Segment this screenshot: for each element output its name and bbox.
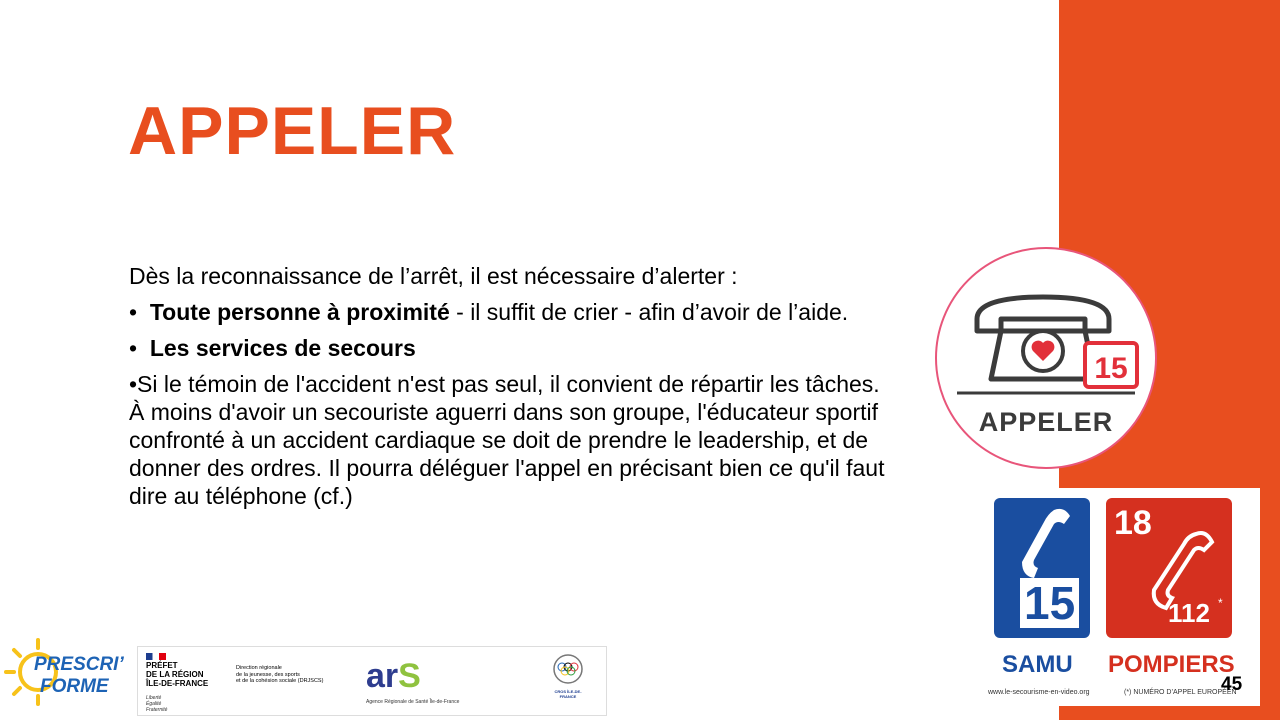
pompiers-number-112: 112 <box>1168 598 1210 628</box>
samu-number: 15 <box>1020 578 1079 628</box>
prescri-text: PRESCRI’ <box>34 654 124 675</box>
ars-s-text: S <box>398 657 421 695</box>
bullet-rest-text: - il suffit de crier - afin d’avoir de l’aide. <box>449 299 849 325</box>
drjscs-text: Direction régionale de la jeunesse, des sports et de la cohésion sociale (DRJSCS) <box>236 665 324 684</box>
instruction-paragraph: •Si le témoin de l'accident n'est pas seul, il convient de répartir les tâches. À moins d'avoir un secouriste aguerri dans son groupe, l'éducateur sportif confronté à un accident cardiaque se doit de prendre le leadership, et de donner des ordres. Il pourra déléguer l'appel en précisant bien ce qu'il faut dire au téléphone (cf.) <box>129 371 885 509</box>
pompiers-star: * <box>1218 596 1223 610</box>
cros-text: CROS ÎLE-DE-FRANCE <box>554 689 582 699</box>
bullet-marker: • <box>129 335 138 361</box>
ars-main-text: ar <box>366 657 399 695</box>
samu-source-url: www.le-secourisme-en-video.org <box>988 689 1090 696</box>
pompiers-note: (*) NUMÉRO D’APPEL EUROPÉEN <box>1124 689 1237 696</box>
badge-label: APPELER <box>978 407 1114 437</box>
emergency-numbers-card <box>978 488 1260 706</box>
phone-handset-icon <box>994 498 1090 588</box>
cros-logo <box>548 651 588 711</box>
samu-box <box>994 498 1090 638</box>
prefet-motto: Liberté Égalité Fraternité <box>146 695 168 713</box>
bullet-emergency-services <box>129 334 889 362</box>
badge-number: 15 <box>1094 352 1128 385</box>
prescri-forme-logo <box>4 636 124 714</box>
pompiers-box <box>1106 498 1232 638</box>
bullet-bold-text: Toute personne à proximité <box>149 299 450 325</box>
partner-logos-strip <box>137 646 607 716</box>
pompiers-label: POMPIERS <box>1108 651 1235 678</box>
bullet-marker: • <box>129 299 138 325</box>
intro-text: Dès la reconnaissance de l’arrêt, il est nécessaire d’alerter : <box>129 263 738 289</box>
bullet-bold-text: Les services de secours <box>149 335 416 361</box>
ars-logo <box>366 657 421 696</box>
samu-label: SAMU <box>1002 651 1073 678</box>
page-number: 45 <box>1221 674 1243 695</box>
french-flag-icon <box>146 653 166 660</box>
ars-subtitle: Agence Régionale de Santé Île-de-France <box>366 699 460 705</box>
prefet-logo-text: PRÉFET DE LA RÉGION ÎLE-DE-FRANCE <box>146 661 209 688</box>
olympic-rings-icon <box>548 651 588 691</box>
slide-title: APPELER <box>128 93 457 169</box>
slide-body <box>129 262 889 518</box>
bullet-nearby-people <box>129 298 889 326</box>
pompiers-number-18: 18 <box>1114 504 1152 542</box>
appeler-badge <box>935 247 1157 469</box>
forme-text: FORME <box>40 676 109 697</box>
